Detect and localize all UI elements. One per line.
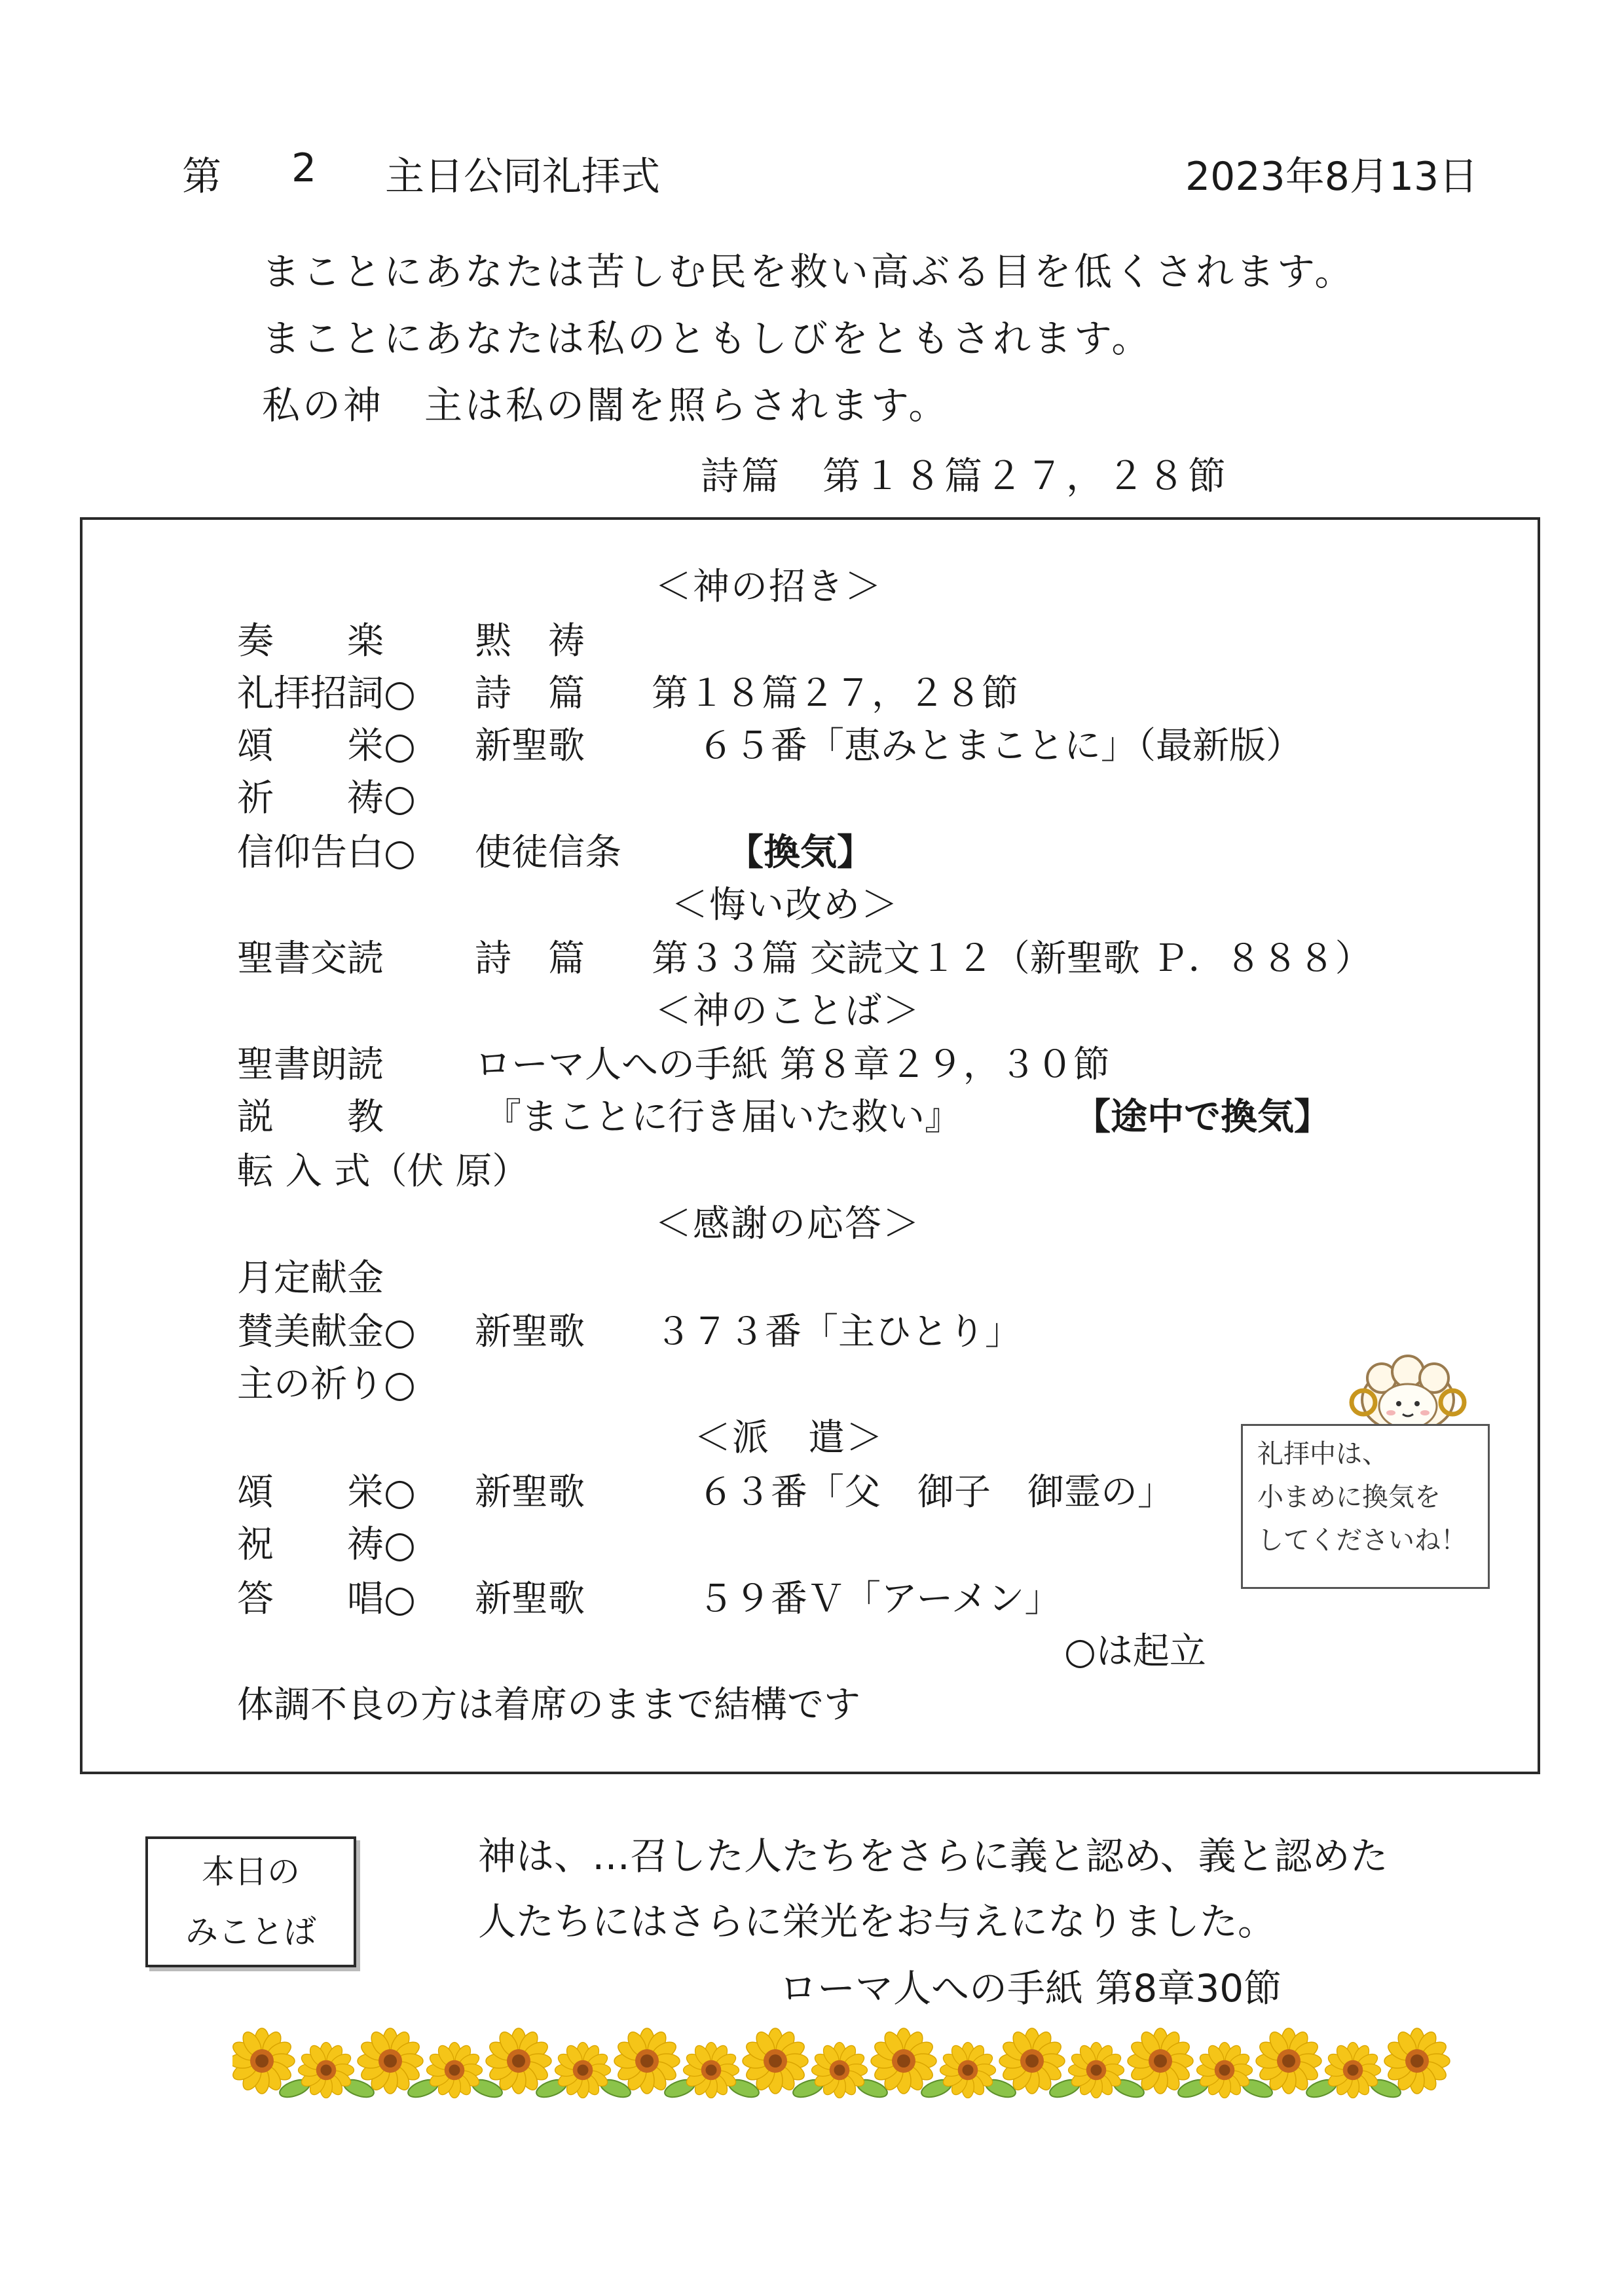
service-title: 主日公同礼拝式 bbox=[385, 154, 660, 200]
row-3-label: 頌 栄○ bbox=[237, 725, 416, 767]
service-number: 2 bbox=[291, 145, 317, 191]
todays-word-line-2: 人たちにはさらに栄光をお与えになりました。 bbox=[478, 1899, 1276, 1944]
service-number-prefix: 第 bbox=[182, 154, 221, 200]
call-verse-line-1: まことにあなたは苦しむ民を救い高ぶる目を低くされます。 bbox=[262, 249, 1356, 294]
row-13-item: 新聖歌 bbox=[475, 1471, 585, 1514]
todays-word-box bbox=[145, 1836, 356, 1967]
row-6-detail: 第３３篇 交読文１２（新聖歌 Ｐ．８８８） bbox=[652, 938, 1372, 980]
call-verse-line-2: まことにあなたは私のともしびをともされます。 bbox=[262, 316, 1153, 361]
todays-word-box-line-1: 本日の bbox=[202, 1853, 300, 1891]
todays-word-line-1: 神は、…召した人たちをさらに義と認め、義と認めた bbox=[478, 1834, 1388, 1878]
row-1-label: 奏 楽 bbox=[237, 620, 384, 663]
ventilation-note-line-2: 小まめに換気を bbox=[1257, 1482, 1441, 1512]
section-sending: ＜派 遣＞ bbox=[694, 1417, 884, 1459]
standing-note: ○は起立 bbox=[1064, 1630, 1206, 1673]
ventilation-note-line-3: してくださいね！ bbox=[1257, 1525, 1467, 1556]
ventilation-note-line-1: 礼拝中は、 bbox=[1257, 1439, 1388, 1469]
health-note: 体調不良の方は着席のままで結構です bbox=[237, 1684, 860, 1726]
row-12-label: 主の祈り○ bbox=[237, 1363, 416, 1406]
row-5-item: 使徒信条 bbox=[475, 831, 621, 874]
row-9-label: 転 入 式（伏 原） bbox=[237, 1150, 529, 1193]
todays-word-box-line-2: みことば bbox=[185, 1913, 316, 1951]
row-13-detail: ６３番「父 御子 御霊の」 bbox=[697, 1471, 1174, 1514]
row-5-detail: 【換気】 bbox=[727, 831, 874, 874]
row-2-detail: 第１８篇２７，２８節 bbox=[652, 672, 1018, 715]
section-invitation: ＜神の招き＞ bbox=[655, 566, 883, 608]
section-word: ＜神のことば＞ bbox=[655, 990, 921, 1032]
row-3-detail: ６５番「恵みとまことに」（最新版） bbox=[697, 725, 1302, 767]
row-8-label: 説 教 bbox=[237, 1096, 384, 1139]
call-verse-line-3: 私の神 主は私の闇を照らされます。 bbox=[262, 383, 950, 428]
row-11-detail: ３７３番「主ひとり」 bbox=[655, 1311, 1022, 1353]
row-15-detail: ５９番Ｖ「アーメン」 bbox=[697, 1578, 1061, 1620]
section-response: ＜感謝の応答＞ bbox=[655, 1203, 921, 1245]
row-8-item: 『まことに行き届いた救い』 bbox=[485, 1096, 961, 1139]
row-1-item: 黙 祷 bbox=[475, 620, 585, 663]
todays-word-reference: ローマ人への手紙 第8章30節 bbox=[779, 1966, 1282, 2011]
row-2-item: 詩 篇 bbox=[475, 672, 585, 715]
row-11-label: 賛美献金○ bbox=[237, 1311, 416, 1353]
sunflower-border bbox=[232, 2023, 1450, 2108]
row-7-label: 聖書朗読 bbox=[237, 1044, 384, 1086]
row-13-label: 頌 栄○ bbox=[237, 1471, 416, 1514]
row-11-item: 新聖歌 bbox=[475, 1311, 585, 1353]
sunflower-icon bbox=[232, 2028, 295, 2094]
row-2-label: 礼拝招詞○ bbox=[237, 672, 416, 715]
section-repentance: ＜悔い改め＞ bbox=[671, 884, 899, 926]
call-verse-reference: 詩篇 第１８篇２７，２８節 bbox=[701, 454, 1229, 498]
row-15-label: 答 唱○ bbox=[237, 1578, 416, 1620]
row-6-label: 聖書交読 bbox=[237, 938, 384, 980]
row-4-label: 祈 祷○ bbox=[237, 777, 416, 820]
ventilation-note-sign bbox=[1241, 1424, 1490, 1589]
row-7-item: ローマ人への手紙 第８章２９，３０節 bbox=[475, 1044, 1110, 1086]
service-date: 2023年8月13日 bbox=[1185, 154, 1479, 200]
row-10-label: 月定献金 bbox=[237, 1257, 384, 1300]
row-8-detail: 【途中で換気】 bbox=[1074, 1096, 1331, 1139]
row-3-item: 新聖歌 bbox=[475, 725, 585, 767]
sheep-icon bbox=[1342, 1349, 1473, 1434]
row-15-item: 新聖歌 bbox=[475, 1578, 585, 1620]
row-14-label: 祝 祷○ bbox=[237, 1523, 416, 1566]
row-6-item: 詩 篇 bbox=[475, 938, 585, 980]
row-5-label: 信仰告白○ bbox=[237, 831, 416, 874]
